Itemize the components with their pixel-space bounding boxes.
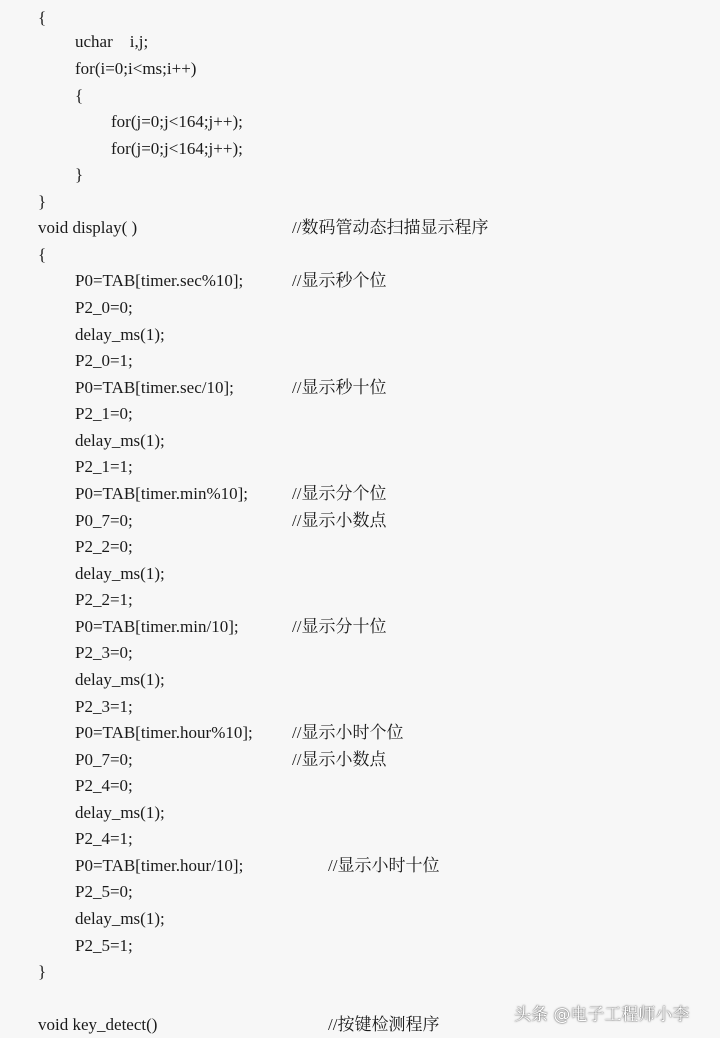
code-line: P2_4=0;	[75, 776, 133, 795]
code-line: delay_ms(1);	[75, 431, 165, 450]
code-comment: //按键检测程序	[328, 1015, 440, 1034]
code-line: {	[75, 86, 84, 105]
code-line: P0=TAB[timer.sec/10];	[75, 378, 234, 397]
code-line: }	[75, 165, 84, 184]
code-line: P0_7=0;	[75, 750, 133, 769]
code-line: {	[38, 245, 47, 264]
code-comment: //显示秒个位	[292, 271, 387, 290]
code-comment: //显示分个位	[292, 484, 387, 503]
code-line: {	[38, 8, 47, 27]
code-line: P2_5=0;	[75, 882, 133, 901]
code-line: }	[38, 192, 47, 211]
code-line: P0=TAB[timer.min/10];	[75, 617, 239, 636]
code-line: P2_4=1;	[75, 829, 133, 848]
code-comment: //显示小时十位	[328, 856, 440, 875]
code-comment: //显示小数点	[292, 750, 387, 769]
code-line: }	[38, 962, 47, 981]
code-line: P2_3=0;	[75, 643, 133, 662]
code-line: P0=TAB[timer.sec%10];	[75, 271, 244, 290]
code-comment: //数码管动态扫描显示程序	[292, 218, 489, 237]
code-line: P0=TAB[timer.hour%10];	[75, 723, 253, 742]
code-line: for(j=0;j<164;j++);	[111, 112, 243, 131]
code-line: P0_7=0;	[75, 511, 133, 530]
code-comment: //显示小数点	[292, 511, 387, 530]
code-line: void display( )	[38, 218, 138, 237]
code-line: P2_0=1;	[75, 351, 133, 370]
code-line: delay_ms(1);	[75, 670, 165, 689]
code-line: P2_0=0;	[75, 298, 133, 317]
code-line: uchar i,j;	[75, 32, 149, 51]
code-comment: //显示秒十位	[292, 378, 387, 397]
code-line: P0=TAB[timer.min%10];	[75, 484, 249, 503]
code-comment: //显示分十位	[292, 617, 387, 636]
watermark: 头条 @电子工程师小李	[514, 1005, 690, 1025]
code-line: P2_2=1;	[75, 590, 133, 609]
code-line: delay_ms(1);	[75, 803, 165, 822]
code-line: P2_1=0;	[75, 404, 133, 423]
code-line: for(i=0;i<ms;i++)	[75, 59, 197, 78]
code-line: P2_5=1;	[75, 936, 133, 955]
code-line: delay_ms(1);	[75, 325, 165, 344]
code-line: void key_detect()	[38, 1015, 158, 1034]
code-line: for(j=0;j<164;j++);	[111, 139, 243, 158]
code-line: P2_3=1;	[75, 697, 133, 716]
code-comment: //显示小时个位	[292, 723, 404, 742]
code-line: delay_ms(1);	[75, 909, 165, 928]
code-line: P2_2=0;	[75, 537, 133, 556]
code-line: delay_ms(1);	[75, 564, 165, 583]
code-line: P0=TAB[timer.hour/10];	[75, 856, 244, 875]
code-line: P2_1=1;	[75, 457, 133, 476]
